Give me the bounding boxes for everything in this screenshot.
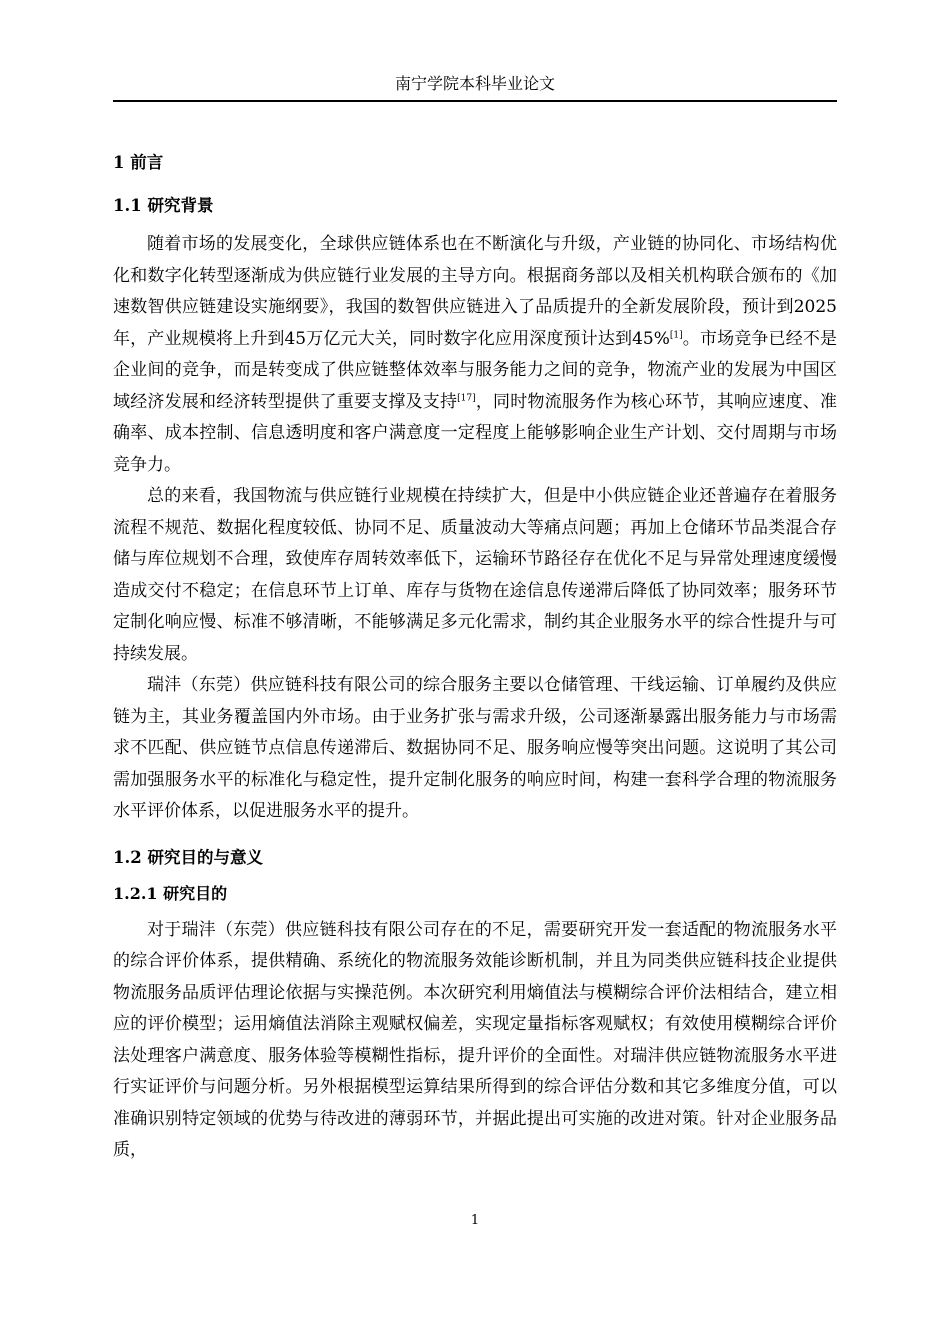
paragraph-background-3: 瑞沣（东莞）供应链科技有限公司的综合服务主要以仓储管理、干线运输、订单履约及供应链为主，其业务覆盖国内外市场。由于业务扩张与需求升级，公司逐渐暴露出服务能力与市场需求不匹配、供应链节点信息传递滞后、数据协同不足、服务响应慢等突出问题。这说明了其公司需加强服务水平的标准化与稳定性，提升定制化服务的响应时间，构建一套科学合理的物流服务水平评价体系，以促进服务水平的提升。	[113, 675, 837, 821]
paragraph-background-2: 总的来看，我国物流与供应链行业规模在持续扩大，但是中小供应链企业还普遍存在着服务流程不规范、数据化程度较低、协同不足、质量波动大等痛点问题；再加上仓储环节品类混合存储与库位规划不合理，致使库存周转效率低下，运输环节路径存在优化不足与异常处理速度缓慢造成交付不稳定；在信息环节上订单、库存与货物在途信息传递滞后降低了协同效率；服务环节定制化响应慢、标准不够清晰，不能够满足多元化需求，制约其企业服务水平的综合性提升与可持续发展。	[113, 486, 837, 664]
paragraph-text: 随着市场的发展变化，全球供应链体系也在不断演化与升级，产业链的协同化、市场结构优化和数字化转型逐渐成为供应链行业发展的主导方向。根据商务部以及相关机构联合颁布的《加速数智供应链建设实施纲要》，我国的数智供应链进入了品质提升的全新发展阶段，预计到2025年，产业规模将上升到45万亿元大关，同时数字化应用深度预计达到45%	[113, 234, 837, 349]
page-body	[113, 150, 837, 1167]
header-rule	[113, 100, 837, 102]
section-1-2-heading: 1.2 研究目的与意义	[113, 847, 263, 867]
page-header: 南宁学院本科毕业论文	[394, 74, 555, 93]
section-1-2-1-heading: 1.2.1 研究目的	[113, 883, 228, 903]
paragraph-purpose-1: 对于瑞沣（东莞）供应链科技有限公司存在的不足，需要研究开发一套适配的物流服务水平的综合评价体系，提供精确、系统化的物流服务效能诊断机制，并且为同类供应链科技企业提供物流服务品质评估理论依据与实操范例。本次研究利用熵值法与模糊综合评价法相结合，建立相应的评价模型；运用熵值法消除主观赋权偏差，实现定量指标客观赋权；有效使用模糊综合评价法处理客户满意度、服务体验等模糊性指标，提升评价的全面性。对瑞沣供应链物流服务水平进行实证评价与问题分析。另外根据模型运算结果所得到的综合评估分数和其它多维度分值，可以准确识别特定领域的优势与待改进的薄弱环节，并据此提出可实施的改进对策。针对企业服务品质，	[113, 919, 837, 1160]
paragraph-text: ，同时物流服务作为核心环节，其响应速度、准确率、成本控制、信息透明度和客户满意度一定程度上能够影响企业生产计划、交付周期与市场竞争力。	[113, 391, 838, 475]
paragraph-text: 。市场竞争已经不是企业间的竞争，而是转变成了供应链整体效率与服务能力之间的竞争，物流产业的发展为中国区域经济发展和经济转型提供了重要支撑及支持	[113, 328, 838, 412]
page-number: 1	[470, 1213, 480, 1228]
section-1-1-heading: 1.1 研究背景	[113, 196, 214, 215]
section-1-heading: 1 前言	[113, 153, 164, 172]
citation-ref-17: [17]	[457, 392, 476, 403]
citation-ref-1: [1]	[669, 329, 683, 340]
paragraph-background-1	[113, 229, 837, 481]
